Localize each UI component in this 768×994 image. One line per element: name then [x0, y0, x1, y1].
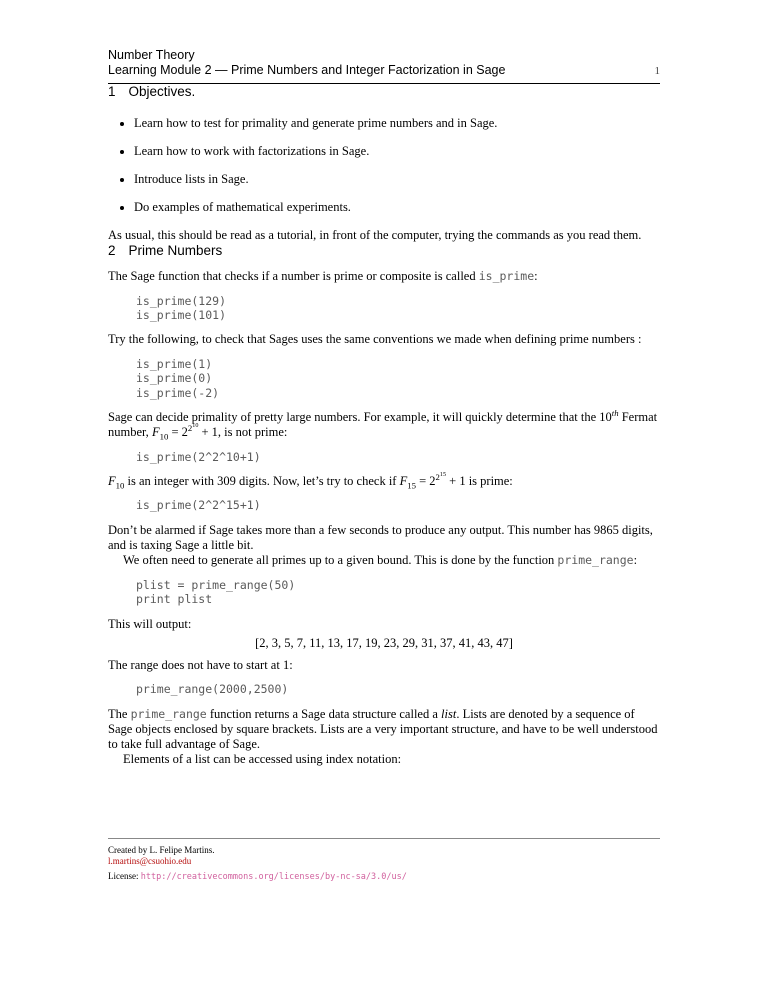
text-run: 2	[187, 423, 193, 434]
math-display-prime-list: [2, 3, 5, 7, 11, 13, 17, 19, 23, 29, 31, 37, 41, 43, 47]	[255, 635, 513, 650]
text-run: . Lists are denoted by a sequence of Sage objects enclosed by square brackets. Lists are a very important structure, and have to be well understood to take full advantage of Sage.	[108, 706, 658, 752]
objectives-list	[108, 116, 660, 215]
section-number: 1	[108, 84, 116, 99]
section-heading-objectives	[108, 84, 660, 100]
math-exponent	[436, 472, 446, 482]
code-line: is_prime(101)	[136, 307, 227, 322]
inline-code-is-prime: is_prime	[478, 269, 535, 284]
module-title: Learning Module 2 — Prime Numbers and Integer Factorization in Sage	[108, 63, 506, 77]
text-run: = 2	[415, 474, 436, 489]
code-line: is_prime(129)	[136, 293, 227, 308]
paragraph-output-label: This will output:	[108, 616, 192, 631]
course-title: Number Theory	[108, 48, 195, 62]
code-line: is_prime(2^2^15+1)	[136, 498, 261, 513]
section-title: Prime Numbers	[128, 243, 223, 259]
code-line: print plist	[136, 592, 213, 607]
objective-item: • Learn how to work with factorizations in Sage.	[134, 144, 660, 159]
objective-item: • Introduce lists in Sage.	[134, 172, 660, 187]
inline-code-prime-range: prime_range	[130, 706, 207, 721]
paragraph-lists-description	[108, 707, 660, 753]
text-run: 2	[435, 472, 440, 482]
code-line: prime_range(2000,2500)	[136, 682, 289, 697]
text-run: We often need to generate all primes up to a given bound. This is done by the function	[123, 553, 558, 568]
text-run: The	[108, 706, 131, 721]
superscript-th: th	[611, 408, 619, 419]
code-line: is_prime(0)	[136, 371, 213, 386]
page-number: 1	[654, 65, 660, 77]
text-run: + 1 is prime:	[446, 474, 513, 489]
code-line: plist = prime_range(50)	[136, 577, 296, 592]
text-run: Fermat number,	[108, 410, 658, 440]
paragraph-fermat-10	[108, 410, 660, 441]
code-line: is_prime(2^2^10+1)	[136, 449, 261, 464]
section-heading-prime-numbers	[108, 243, 660, 259]
section-title: Objectives.	[128, 84, 196, 99]
text-run: :	[534, 269, 538, 284]
footer-license-label: License:	[108, 871, 141, 881]
emphasized-term-list: list	[441, 706, 457, 721]
code-block-prime-range-bounds	[136, 682, 660, 696]
paragraph-range-start: The range does not have to start at 1:	[108, 657, 293, 672]
math-exponent-nested: 10	[192, 423, 199, 430]
code-line: is_prime(-2)	[136, 385, 220, 400]
text-run: :	[633, 553, 638, 568]
paragraph-index-notation: Elements of a list can be accessed using index notation:	[123, 752, 402, 767]
objective-item: • Learn how to test for primality and generate prime numbers and in Sage.	[134, 116, 660, 131]
paragraph-is-prime-intro	[108, 269, 660, 284]
objective-item: • Do examples of mathematical experiments.	[134, 200, 660, 215]
section-number: 2	[108, 243, 116, 259]
math-subscript: 10	[115, 480, 125, 491]
page-footer	[108, 838, 660, 883]
text-run: function returns a Sage data structure called a	[206, 706, 442, 721]
footer-rule	[108, 838, 660, 839]
title-row	[108, 63, 660, 78]
page-header	[108, 48, 660, 84]
paragraph-patience: Don’t be alarmed if Sage takes more than a few seconds to produce any output. This number has 9865 digits, and is taxing Sage a little bit.	[108, 522, 653, 553]
paragraph-conventions: Try the following, to check that Sages uses the same conventions we made when defining prime numbers :	[108, 332, 642, 347]
text-run: Sage can decide primality of pretty large numbers. For example, it will quickly determine that the 10	[108, 410, 612, 425]
text-run: = 2	[168, 425, 188, 440]
code-block-is-prime-examples	[136, 294, 660, 323]
math-variable-F: F	[399, 474, 408, 489]
footer-license-line	[108, 871, 660, 883]
tutorial-note: As usual, this should be read as a tutorial, in front of the computer, trying the commands as you read them.	[108, 228, 642, 242]
text-run: is an integer with 309 digits. Now, let’s try to check if	[124, 474, 400, 489]
paragraph-fermat-15	[108, 474, 660, 489]
math-variable-F: F	[151, 425, 160, 440]
math-subscript: 15	[407, 480, 416, 491]
code-block-fermat-15	[136, 498, 660, 512]
document-body	[108, 84, 660, 768]
math-variable-F: F	[108, 474, 116, 489]
math-exponent	[188, 423, 198, 433]
footer-email-line	[108, 856, 660, 867]
footer-author: Created by L. Felipe Martins.	[108, 845, 215, 855]
paragraph-prime-range-intro	[108, 553, 660, 568]
text-run: + 1, is not prime:	[198, 425, 288, 440]
code-block-prime-range	[136, 578, 660, 607]
text-run: The Sage function that checks if a number is prime or composite is called	[108, 269, 479, 284]
footer-license-link[interactable]: http://creativecommons.org/licenses/by-nc-sa/3.0/us/	[140, 872, 407, 882]
code-line: is_prime(1)	[136, 356, 213, 371]
math-subscript: 10	[159, 431, 169, 442]
math-exponent-nested: 15	[439, 472, 447, 479]
inline-code-prime-range: prime_range	[557, 553, 634, 568]
footer-email-link[interactable]: l.martins@csuohio.edu	[108, 856, 192, 866]
code-block-edge-cases	[136, 357, 660, 400]
code-block-fermat-10	[136, 450, 660, 464]
